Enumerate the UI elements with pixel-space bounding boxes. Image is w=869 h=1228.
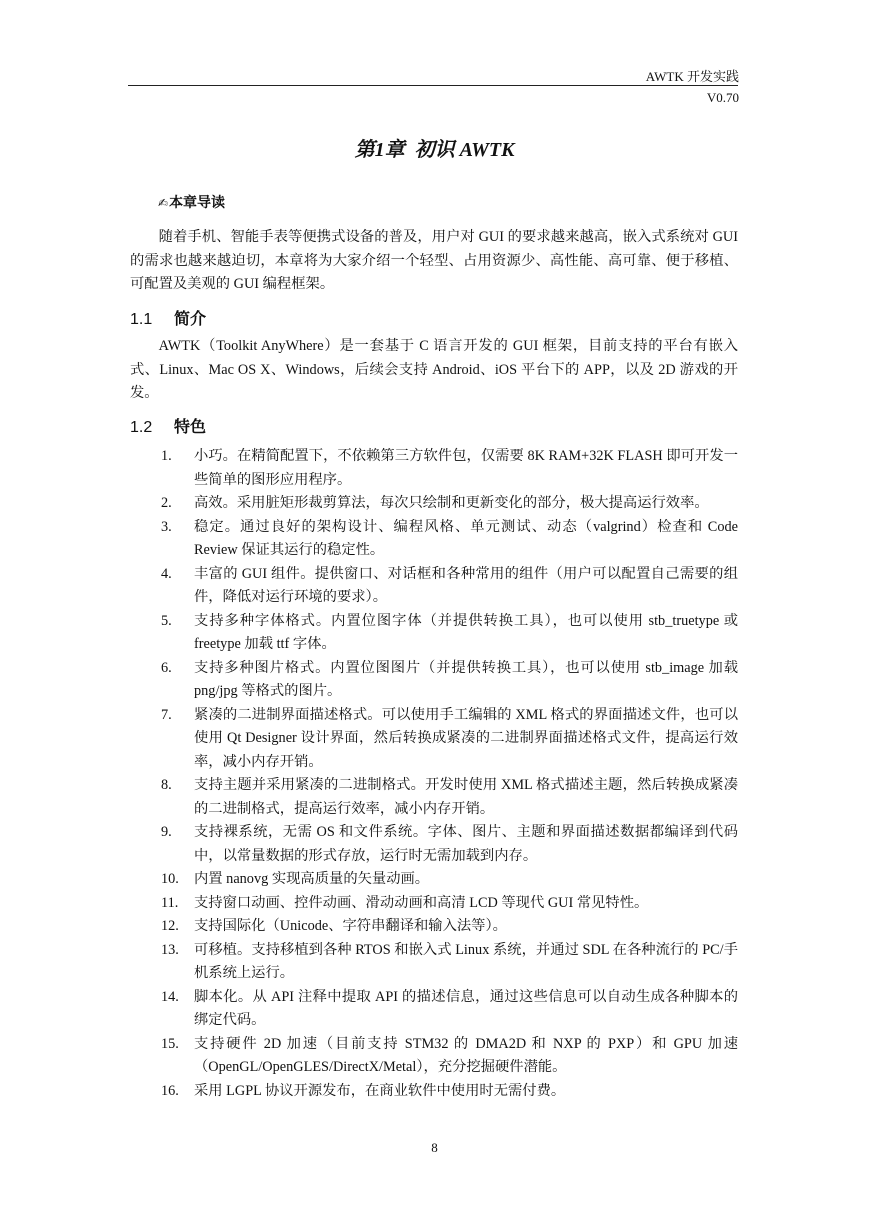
list-item xyxy=(0,492,738,516)
list-item xyxy=(0,915,738,939)
list-item-text: 丰富的 GUI 组件。提供窗口、对话框和各种常用的组件（用户可以配置自己需要的组件，降低对运行环境的要求）。 xyxy=(194,565,738,605)
list-item-number: 13. xyxy=(161,941,179,958)
section-paragraph: AWTK（Toolkit AnyWhere）是一套基于 C 语言开发的 GUI 框架，目前支持的平台有嵌入式、Linux、Mac OS X、Windows，后续会支持 Android、iOS 平台下的 APP，以及 2D 游戏的开发。 xyxy=(130,338,738,401)
section-heading xyxy=(130,306,206,329)
chapter-title: 初识 AWTK xyxy=(414,139,515,161)
list-item-text: 可移植。支持移植到各种 RTOS 和嵌入式 Linux 系统，并通过 SDL 在各种流行的 PC/手机系统上运行。 xyxy=(194,941,738,981)
list-item-number: 1. xyxy=(161,448,172,464)
list-item xyxy=(0,610,738,657)
list-item xyxy=(0,563,738,610)
list-item-number: 15. xyxy=(161,1035,179,1052)
section-heading xyxy=(130,414,206,437)
list-item xyxy=(0,868,738,892)
list-item-text: 稳定。通过良好的架构设计、编程风格、单元测试、动态（valgrind）检查和 Code Review 保证其运行的稳定性。 xyxy=(194,518,738,558)
list-item xyxy=(0,657,738,704)
list-item xyxy=(0,821,738,868)
running-header-title: AWTK 开发实践 xyxy=(645,69,739,84)
list-item-number: 9. xyxy=(161,824,172,840)
list-item-number: 14. xyxy=(161,988,179,1005)
list-item-number: 2. xyxy=(161,495,172,511)
running-header-version: V0.70 xyxy=(706,90,739,105)
header-rule xyxy=(128,85,738,86)
chapter-label: 第1章 xyxy=(354,139,405,161)
list-item-text: 内置 nanovg 实现高质量的矢量动画。 xyxy=(194,871,430,887)
list-item-number: 4. xyxy=(161,565,172,582)
chapter-heading xyxy=(0,133,869,162)
list-item-number: 11. xyxy=(161,894,179,911)
section-title: 特色 xyxy=(174,419,207,436)
list-item-text: 支持裸系统，无需 OS 和文件系统。字体、图片、主题和界面描述数据都编译到代码中，以常量数据的形式存放，运行时无需加载到内存。 xyxy=(194,824,738,864)
list-item-text: 高效。采用脏矩形裁剪算法，每次只绘制和更新变化的部分，极大提高运行效率。 xyxy=(194,495,709,511)
list-item xyxy=(0,1080,738,1104)
list-item xyxy=(0,939,738,986)
list-item-text: 支持主题并采用紧凑的二进制格式。开发时使用 XML 格式描述主题，然后转换成紧凑的二进制格式，提高运行效率，减小内存开销。 xyxy=(194,777,738,817)
list-item-number: 16. xyxy=(161,1082,179,1099)
list-item-text: 支持窗口动画、控件动画、滑动动画和高清 LCD 等现代 GUI 常见特性。 xyxy=(194,894,649,911)
chapter-guide-heading xyxy=(158,192,225,212)
list-item xyxy=(0,986,738,1033)
section-number: 1.2 xyxy=(130,419,153,436)
list-item-text: 小巧。在精简配置下，不依赖第三方软件包，仅需要 8K RAM+32K FLASH 即可开发一些简单的图形应用程序。 xyxy=(194,448,738,488)
list-item xyxy=(0,892,738,916)
list-item-number: 10. xyxy=(161,871,179,887)
list-item-number: 8. xyxy=(161,777,172,793)
list-item-number: 6. xyxy=(161,659,172,676)
list-item-number: 5. xyxy=(161,612,172,629)
list-item-text: 支持国际化（Unicode、字符串翻译和输入法等）。 xyxy=(194,918,507,934)
chapter-guide-label: 本章导读 xyxy=(169,194,226,210)
list-item-text: 支持多种图片格式。内置位图图片（并提供转换工具），也可以使用 stb_image 加载 png/jpg 等格式的图片。 xyxy=(194,659,738,699)
list-item-text: 支持硬件 2D 加速（目前支持 STM32 的 DMA2D 和 NXP 的 PXP）和 GPU 加速（OpenGL/OpenGLES/DirectX/Metal），充分挖掘硬件潜能。 xyxy=(194,1035,738,1075)
page-number: 8 xyxy=(431,1140,438,1155)
list-item xyxy=(0,516,738,563)
list-item xyxy=(0,445,738,492)
list-item xyxy=(0,774,738,821)
section-title: 简介 xyxy=(174,311,207,328)
list-item xyxy=(0,704,738,775)
list-item xyxy=(0,1033,738,1080)
section-number: 1.1 xyxy=(130,311,153,328)
list-item-text: 支持多种字体格式。内置位图字体（并提供转换工具），也可以使用 stb_truetype 或 freetype 加载 ttf 字体。 xyxy=(194,612,738,652)
list-item-number: 7. xyxy=(161,706,172,723)
list-item-text: 采用 LGPL 协议开源发布，在商业软件中使用时无需付费。 xyxy=(194,1082,566,1099)
intro-paragraph: 随着手机、智能手表等便携式设备的普及，用户对 GUI 的要求越来越高，嵌入式系统对 GUI 的需求也越来越迫切，本章将为大家介绍一个轻型、占用资源少、高性能、高可靠、便于移植、可配置及美观的 GUI 编程框架。 xyxy=(130,229,738,292)
feature-list xyxy=(0,445,869,1103)
list-item-text: 脚本化。从 API 注释中提取 API 的描述信息，通过这些信息可以自动生成各种脚本的绑定代码。 xyxy=(194,988,738,1028)
list-item-number: 12. xyxy=(161,918,179,934)
list-item-text: 紧凑的二进制界面描述格式。可以使用手工编辑的 XML 格式的界面描述文件，也可以使用 Qt Designer 设计界面，然后转换成紧凑的二进制界面描述格式文件，提高运行效率，减小内存开销。 xyxy=(194,706,738,770)
list-item-number: 3. xyxy=(161,518,172,535)
pen-icon: ✍ xyxy=(158,196,169,210)
